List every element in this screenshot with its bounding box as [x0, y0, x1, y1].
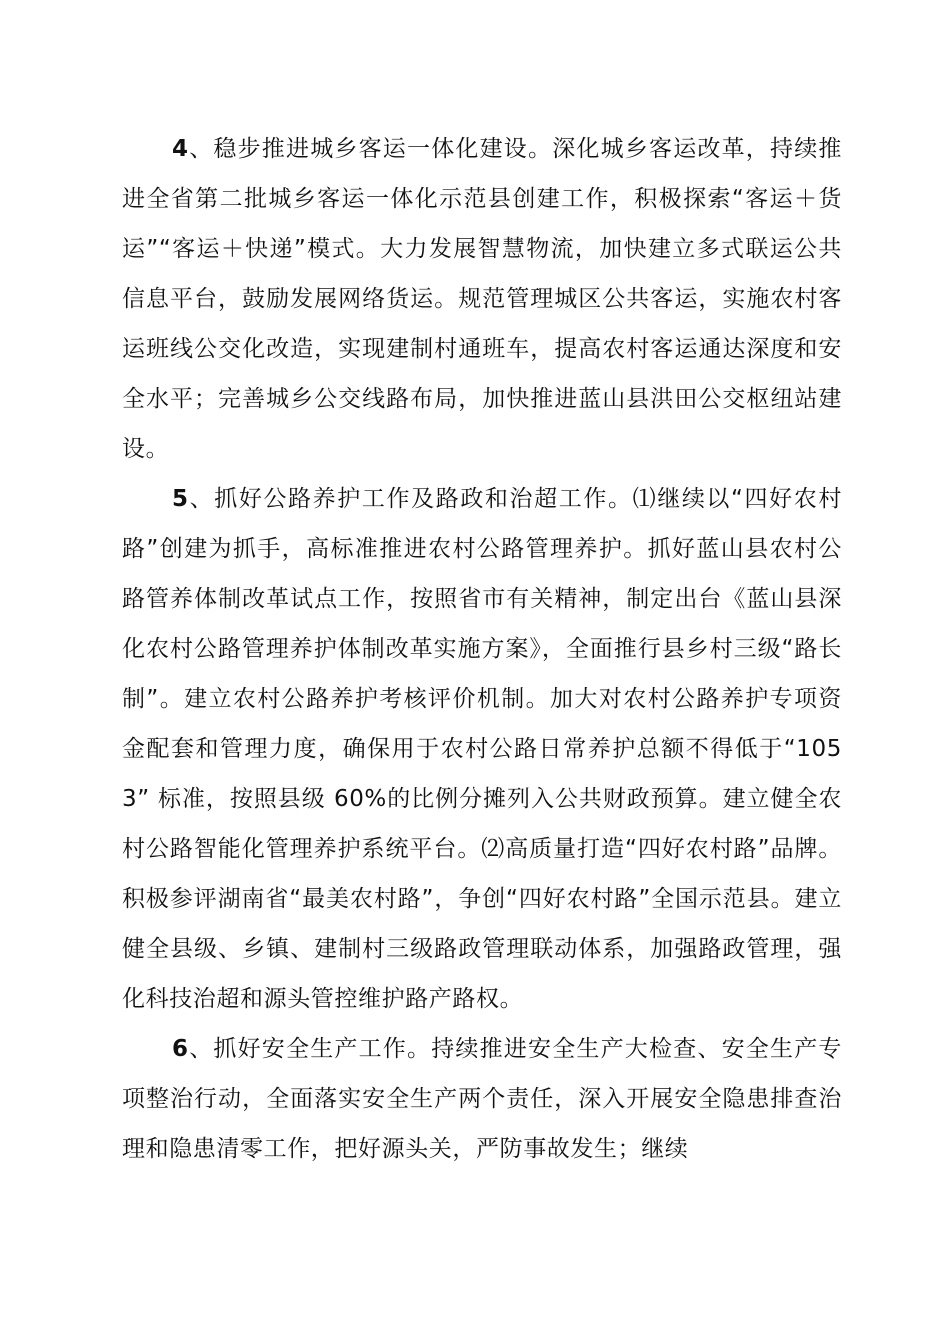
paragraph-number: 4 [172, 136, 189, 162]
paragraph-text: 、稳步推进城乡客运一体化建设。深化城乡客运改革，持续推进全省第二批城乡客运一体化示范县创建工作，积极探索“客运＋货运”“客运＋快递”模式。大力发展智慧物流，加快建立多式联运公共信息平台，鼓励发展网络货运。规范管理城区公共客运，实施农村客运班线公交化改造，实现建制村通班车，提高农村客运通达深度和安全水平；完善城乡公交线路布局，加快推进蓝山县洪田公交枢纽站建设。 [122, 136, 842, 462]
paragraph-text: 、抓好安全生产工作。持续推进安全生产大检查、安全生产专项整治行动，全面落实安全生产两个责任，深入开展安全隐患排查治理和隐患清零工作，把好源头关，严防事故发生；继续 [122, 1036, 842, 1162]
paragraph-item-5 [122, 474, 842, 1024]
paragraph-item-6 [122, 1024, 842, 1174]
document-body [122, 124, 842, 1174]
paragraph-item-4 [122, 124, 842, 474]
paragraph-number: 5 [172, 486, 189, 512]
paragraph-number: 6 [172, 1036, 189, 1062]
paragraph-text: 、抓好公路养护工作及路政和治超工作。⑴继续以“四好农村路”创建为抓手，高标准推进农村公路管理养护。抓好蓝山县农村公路管养体制改革试点工作，按照省市有关精神，制定出台《蓝山县深化农村公路管理养护体制改革实施方案》，全面推行县乡村三级“路长制”。建立农村公路养护考核评价机制。加大对农村公路养护专项资金配套和管理力度，确保用于农村公路日常养护总额不得低于“1053” 标准，按照县级 60%的比例分摊列入公共财政预算。建立健全农村公路智能化管理养护系统平台。⑵高质量打造“四好农村路”品牌。积极参评湖南省“最美农村路”，争创“四好农村路”全国示范县。建立健全县级、乡镇、建制村三级路政管理联动体系，加强路政管理，强化科技治超和源头管控维护路产路权。 [122, 486, 842, 1012]
